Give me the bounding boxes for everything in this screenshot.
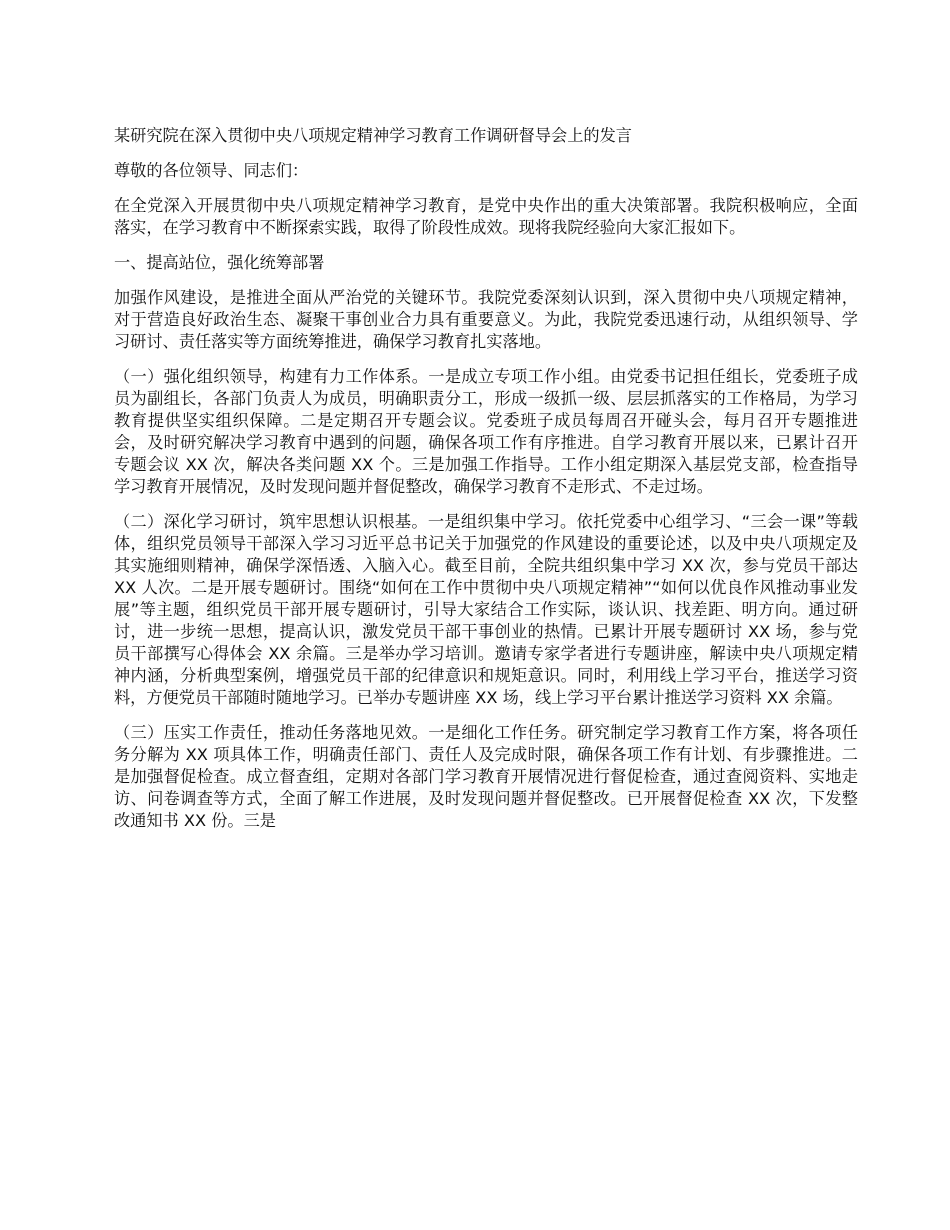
- salutation: 尊敬的各位领导、同志们：: [114, 161, 309, 180]
- section-heading-1: 一、提高站位，强化统筹部署: [114, 253, 325, 272]
- document-page: [114, 125, 858, 845]
- paragraph-subsection-1: （一）强化组织领导，构建有力工作体系。一是成立专项工作小组。由党委书记担任组长，党委班子成员为副组长，各部门负责人为成员，明确职责分工，形成一级抓一级、层层抓落实的工作格局，为学习教育提供坚实组织保障。二是定期召开专题会议。党委班子成员每周召开碰头会，每月召开专题推进会，及时研究解决学习教育中遇到的问题，确保各项工作有序推进。自学习教育开展以来，已累计召开专题会议 XX 次，解决各类问题 XX 个。三是加强工作指导。工作小组定期深入基层党支部，检查指导学习教育开展情况，及时发现问题并督促整改，确保学习教育不走形式、不走过场。: [114, 367, 858, 496]
- paragraph-subsection-2: （二）深化学习研讨，筑牢思想认识根基。一是组织集中学习。依托党委中心组学习、“三会一课”等载体，组织党员领导干部深入学习习近平总书记关于加强党的作风建设的重要论述，以及中央八项规定及其实施细则精神，确保学深悟透、入脑入心。截至目前，全院共组织集中学习 XX 次，参与党员干部达 XX 人次。二是开展专题研讨。围绕“如何在工作中贯彻中央八项规定精神”“如何以优良作风推动事业发展”等主题，组织党员干部开展专题研讨，引导大家结合工作实际，谈认识、找差距、明方向。通过研讨，进一步统一思想，提高认识，激发党员干部干事创业的热情。已累计开展专题研讨 XX 场，参与党员干部撰写心得体会 XX 余篇。三是举办学习培训。邀请专家学者进行专题讲座，解读中央八项规定精神内涵，分析典型案例，增强党员干部的纪律意识和规矩意识。同时，利用线上学习平台，推送学习资料，方便党员干部随时随地学习。已举办专题讲座 XX 场，线上学习平台累计推送学习资料 XX 余篇。: [114, 512, 858, 707]
- paragraph-subsection-3: （三）压实工作责任，推动任务落地见效。一是细化工作任务。研究制定学习教育工作方案，将各项任务分解为 XX 项具体工作，明确责任部门、责任人及完成时限，确保各项工作有计划、有步骤推进。二是加强督促检查。成立督查组，定期对各部门学习教育开展情况进行督促检查，通过查阅资料、实地走访、问卷调查等方式，全面了解工作进展，及时发现问题并督促整改。已开展督促检查 XX 次，下发整改通知书 XX 份。三是: [114, 723, 858, 830]
- document-title: 某研究院在深入贯彻中央八项规定精神学习教育工作调研督导会上的发言: [114, 126, 632, 145]
- paragraph-intro: 在全党深入开展贯彻中央八项规定精神学习教育，是党中央作出的重大决策部署。我院积极响应，全面落实，在学习教育中不断探索实践，取得了阶段性成效。现将我院经验向大家汇报如下。: [114, 196, 858, 237]
- paragraph-section-1: 加强作风建设，是推进全面从严治党的关键环节。我院党委深刻认识到，深入贯彻中央八项规定精神，对于营造良好政治生态、凝聚干事创业合力具有重要意义。为此，我院党委迅速行动，从组织领导、学习研讨、责任落实等方面统筹推进，确保学习教育扎实落地。: [114, 288, 858, 351]
